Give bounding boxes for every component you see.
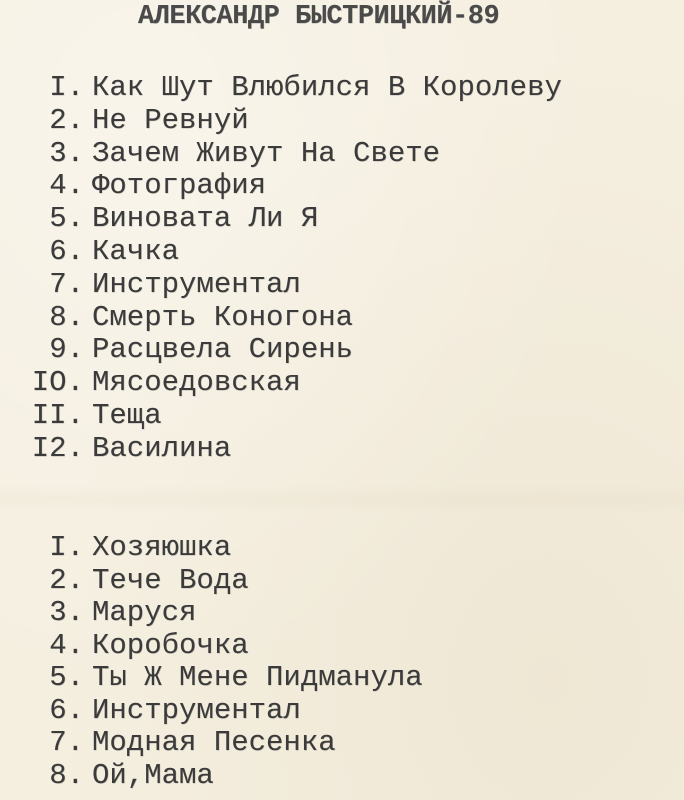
track-item	[20, 236, 562, 269]
side-a-tracklist	[20, 72, 562, 466]
track-item	[20, 727, 423, 760]
track-number: 2.	[49, 103, 84, 137]
track-title: Мясоедовская	[92, 366, 301, 400]
track-number: 6.	[49, 693, 84, 727]
track-number: 5.	[49, 661, 84, 694]
track-title: Хозяюшка	[92, 531, 232, 564]
track-item	[20, 138, 562, 171]
track-title: Ой,Мама	[92, 758, 214, 792]
track-title: Теща	[92, 398, 162, 432]
track-title: Инструментал	[92, 693, 301, 727]
track-title: Модная Песенка	[92, 726, 336, 759]
track-item	[20, 269, 562, 302]
track-title: Коробочка	[92, 628, 249, 662]
track-item	[20, 630, 423, 663]
track-item	[20, 400, 562, 433]
track-item	[20, 72, 562, 105]
track-title: Не Ревнуй	[92, 103, 249, 137]
track-item	[20, 170, 562, 203]
track-item	[20, 105, 562, 138]
track-number: 4.	[49, 628, 84, 662]
track-number: 8.	[49, 300, 84, 334]
track-number: 7.	[49, 726, 84, 759]
track-item	[20, 334, 562, 367]
track-item	[20, 433, 562, 466]
track-number: 4.	[49, 169, 84, 203]
track-item	[20, 760, 423, 793]
track-title: Ты Ж Мене Пидманула	[92, 661, 423, 694]
track-number: 2.	[49, 563, 84, 597]
track-title: Василина	[92, 431, 232, 465]
track-item	[20, 302, 562, 335]
track-item	[20, 662, 423, 695]
track-item	[20, 597, 423, 630]
track-title: Виновата Ли Я	[92, 202, 319, 236]
track-title: Инструментал	[92, 267, 301, 301]
track-item	[20, 565, 423, 598]
track-item	[20, 367, 562, 400]
track-number: I.	[49, 531, 84, 564]
track-title: Маруся	[92, 596, 197, 629]
track-number: IO.	[31, 366, 84, 400]
track-title: Смерть Коногона	[92, 300, 354, 334]
track-number: I.	[49, 71, 84, 104]
track-number: 3.	[49, 136, 84, 170]
track-title: Качка	[92, 234, 180, 268]
paper-fold	[0, 484, 684, 514]
track-item	[20, 203, 562, 236]
page-title: АЛЕКСАНДР БЫСТРИЦКИЙ-89	[138, 2, 500, 32]
track-number: 3.	[49, 596, 84, 629]
cut-off-text-fragment	[28, 790, 228, 800]
track-number: 6.	[49, 234, 84, 268]
track-item	[20, 695, 423, 728]
track-number: 5.	[49, 202, 84, 236]
track-title: Как Шут Влюбился В Королеву	[92, 71, 562, 104]
track-title: Расцвела Сирень	[92, 333, 354, 367]
track-number: 9.	[49, 333, 84, 367]
track-title: Зачем Живут На Свете	[92, 136, 441, 170]
track-number: I2.	[31, 431, 84, 465]
track-number: II.	[31, 398, 84, 432]
side-b-tracklist	[20, 532, 423, 792]
track-title: Тече Вода	[92, 563, 249, 597]
track-number: 7.	[49, 267, 84, 301]
track-number: 8.	[49, 758, 84, 792]
track-title: Фотография	[92, 169, 267, 203]
track-item	[20, 532, 423, 565]
